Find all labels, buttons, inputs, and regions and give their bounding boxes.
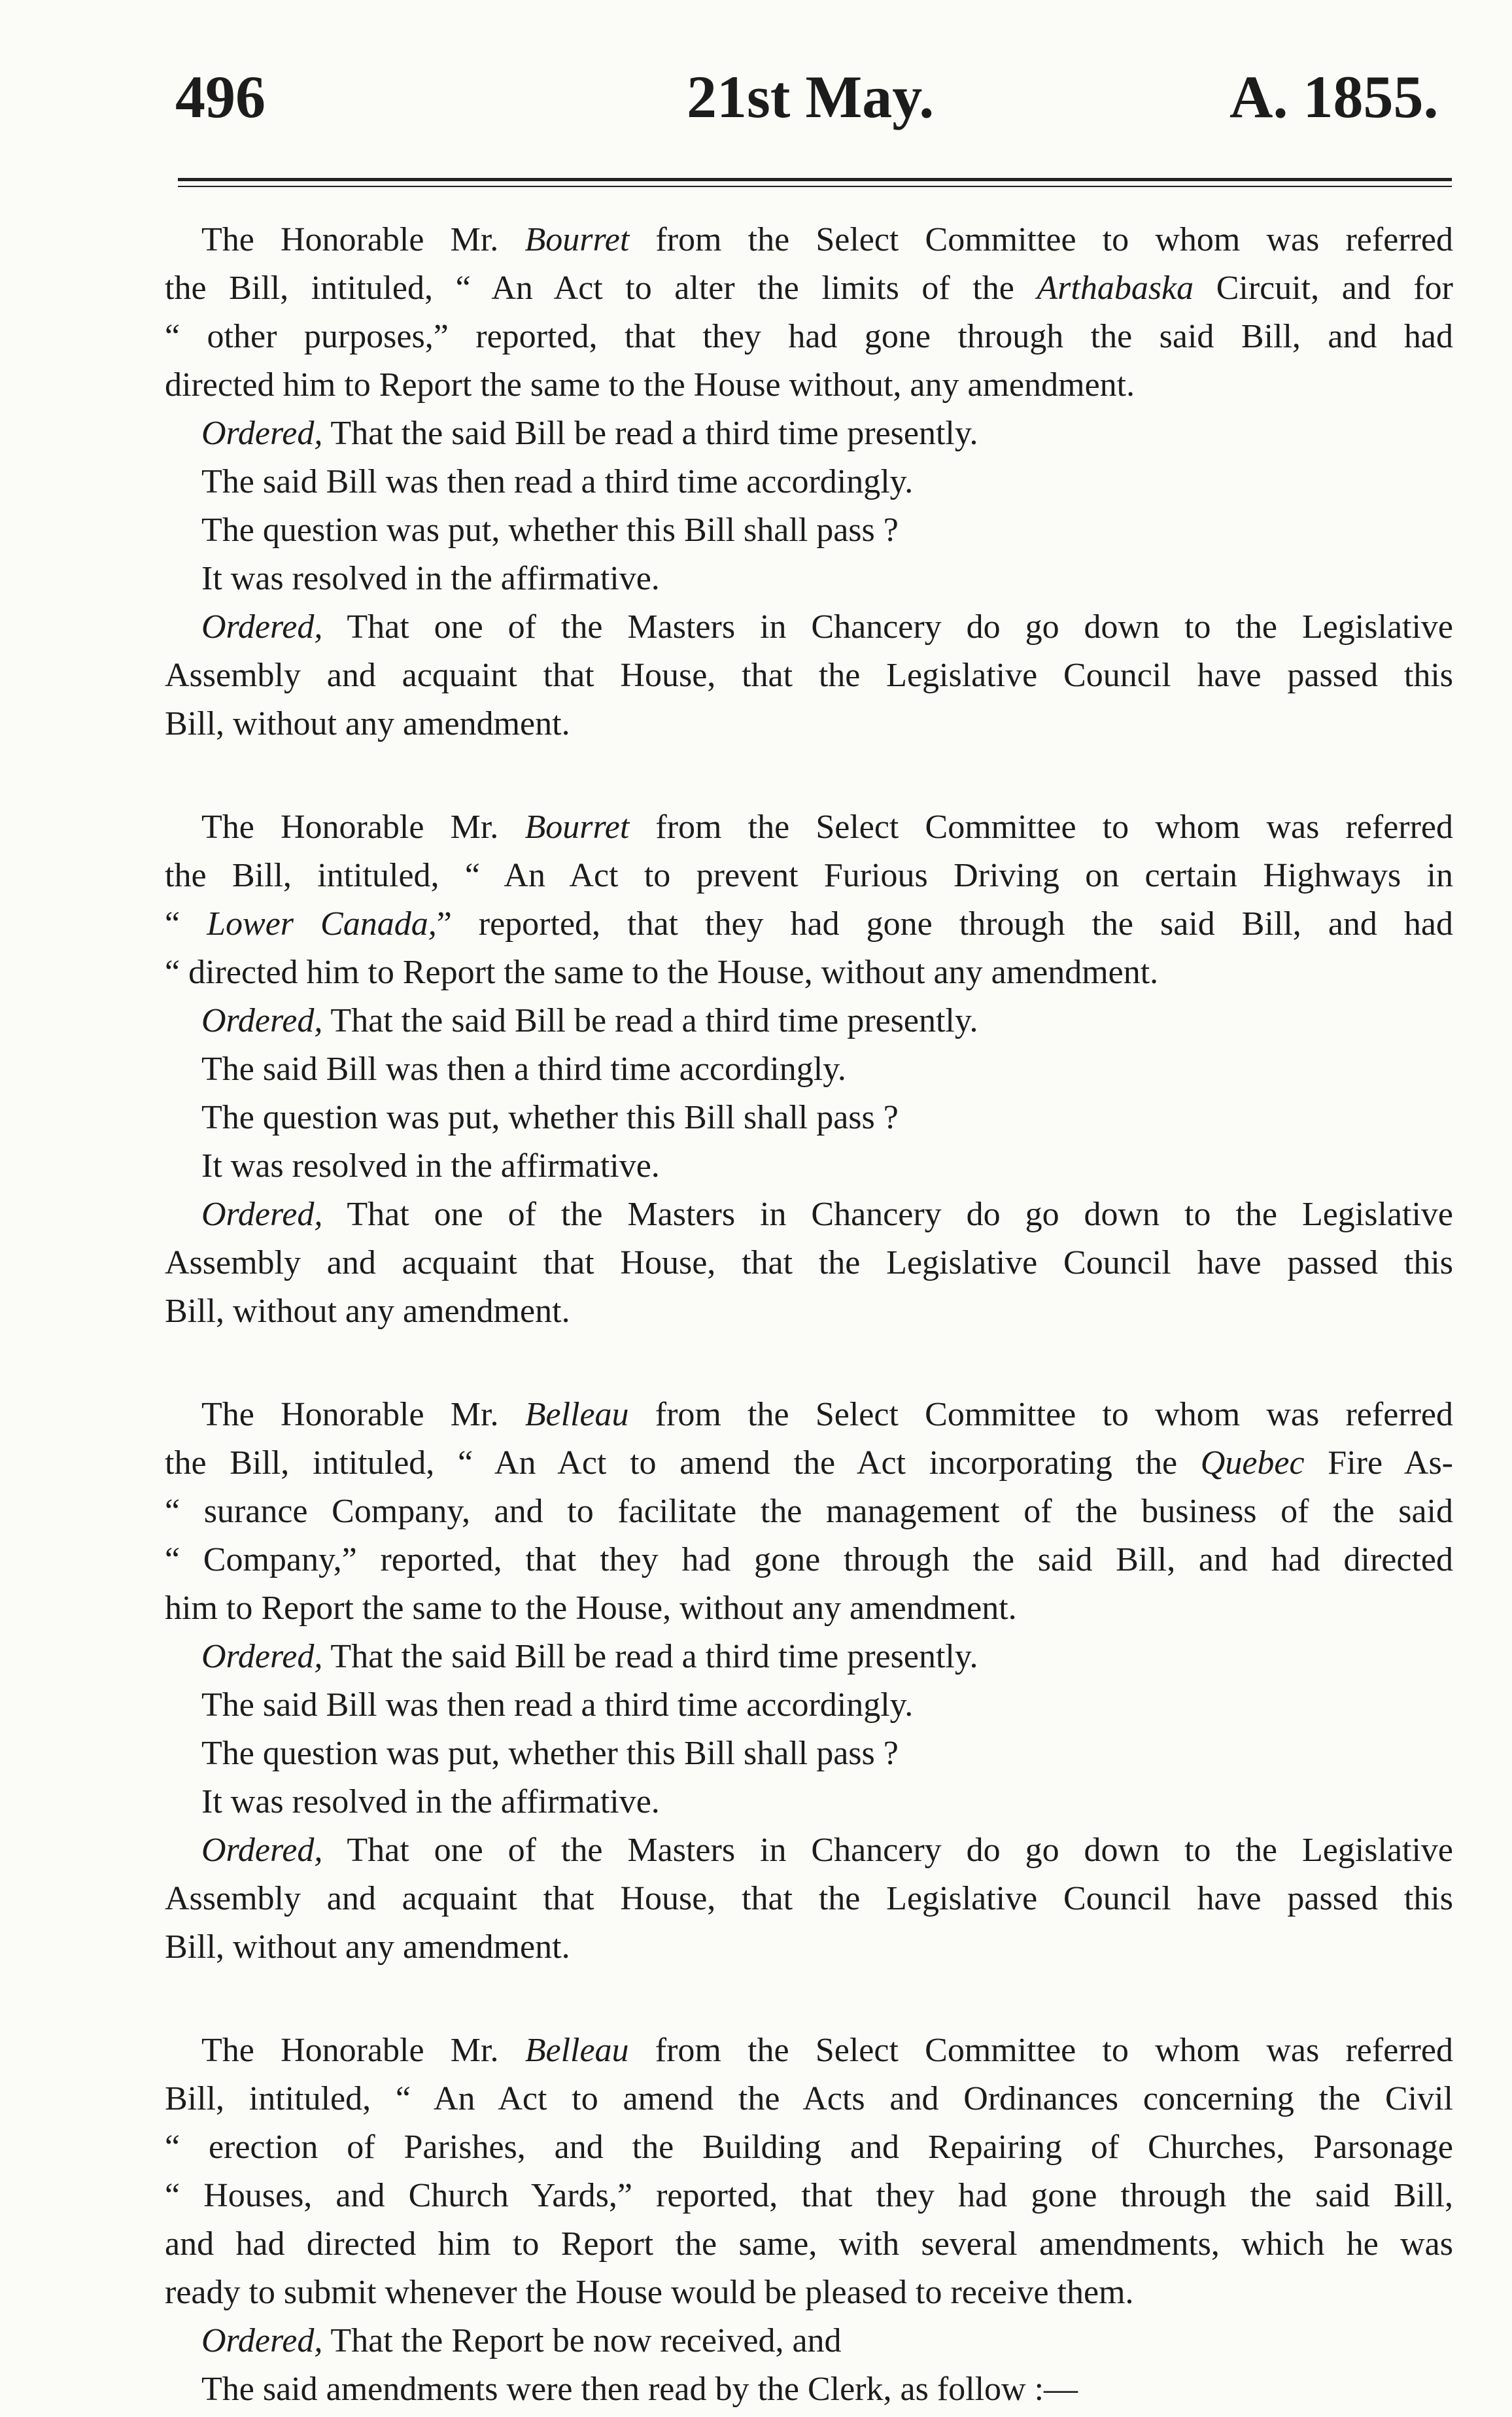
entry-line: The question was put, whether this Bill shall pass ? — [201, 1735, 899, 1772]
journal-entry — [165, 1391, 1453, 1972]
entry-line: The question was put, whether this Bill shall pass ? — [201, 512, 899, 549]
entry-line: directed him to Report the same to the House without, any amendment. — [165, 366, 1135, 404]
entry-line: The Honorable Mr. Belleau from the Select Committee to whom was referred — [201, 2032, 1453, 2069]
entry-line: ready to submit whenever the House would be pleased to receive them. — [165, 2274, 1134, 2311]
entry-line: the Bill, intituled, “ An Act to prevent Furious Driving on certain Highways in — [165, 857, 1453, 894]
journal-entry — [165, 803, 1453, 1336]
entry-line: The said Bill was then read a third time accordingly. — [201, 1686, 914, 1724]
entry-spacer — [165, 1972, 1453, 2026]
entry-line: Ordered, That one of the Masters in Chancery do go down to the Legislative — [201, 1196, 1453, 1233]
entry-line: Ordered, That one of the Masters in Chancery do go down to the Legislative — [201, 1832, 1453, 1869]
entry-line: Bill, without any amendment. — [165, 1928, 570, 1966]
entry-line: Ordered, That the Report be now received, and — [201, 2322, 842, 2359]
entry-line: Ordered, That the said Bill be read a third time presently. — [201, 415, 978, 452]
entry-line: Bill, intituled, “ An Act to amend the Acts and Ordinances concerning the Civil — [165, 2080, 1453, 2117]
entry-spacer — [165, 1336, 1453, 1391]
entry-line: Assembly and acquaint that House, that the Legislative Council have passed this — [165, 1244, 1453, 1281]
journal-entry — [165, 2026, 1453, 2414]
journal-body — [165, 216, 1453, 2414]
entry-line: The question was put, whether this Bill shall pass ? — [201, 1099, 899, 1136]
entry-line: The said amendments were then read by the Clerk, as follow :— — [201, 2371, 1078, 2408]
entry-line: The Honorable Mr. Belleau from the Select Committee to whom was referred — [201, 1396, 1453, 1433]
journal-entry — [165, 216, 1453, 748]
page-date: 21st May. — [687, 63, 935, 130]
entry-line: “ surance Company, and to facilitate the management of the business of the said — [165, 1493, 1453, 1530]
entry-line: The said Bill was then a third time accordingly. — [201, 1051, 846, 1088]
entry-line: Bill, without any amendment. — [165, 1293, 570, 1330]
entry-line: “ directed him to Report the same to the House, without any amendment. — [165, 954, 1159, 991]
entry-line: “ erection of Parishes, and the Building and Repairing of Churches, Parsonage — [165, 2129, 1453, 2166]
entry-line: It was resolved in the affirmative. — [201, 1147, 660, 1185]
entry-line: Ordered, That the said Bill be read a third time presently. — [201, 1002, 978, 1039]
header-rule-thin — [178, 186, 1452, 187]
entry-line: “ Houses, and Church Yards,” reported, that they had gone through the said Bill, — [165, 2177, 1453, 2214]
page-number: 496 — [175, 63, 266, 130]
entry-spacer — [165, 748, 1453, 803]
entry-line: “ other purposes,” reported, that they had gone through the said Bill, and had — [165, 318, 1453, 355]
entry-line: the Bill, intituled, “ An Act to alter the limits of the Arthabaska Circuit, and for — [165, 270, 1453, 307]
entry-line: The Honorable Mr. Bourret from the Select Committee to whom was referred — [201, 221, 1453, 258]
page-header — [0, 0, 1512, 150]
entry-line: “ Company,” reported, that they had gone through the said Bill, and had directed — [165, 1541, 1453, 1578]
entry-line: The said Bill was then read a third time accordingly. — [201, 463, 914, 500]
entry-line: Ordered, That the said Bill be read a third time presently. — [201, 1638, 978, 1675]
header-rule-thick — [178, 178, 1452, 181]
entry-line: “ Lower Canada,” reported, that they had gone through the said Bill, and had — [165, 905, 1453, 943]
entry-line: and had directed him to Report the same, with several amendments, which he was — [165, 2225, 1453, 2263]
entry-line: Assembly and acquaint that House, that the Legislative Council have passed this — [165, 1880, 1453, 1917]
entry-line: It was resolved in the affirmative. — [201, 1783, 660, 1820]
entry-line: him to Report the same to the House, without any amendment. — [165, 1590, 1017, 1627]
entry-line: Assembly and acquaint that House, that the Legislative Council have passed this — [165, 657, 1453, 694]
entry-line: Ordered, That one of the Masters in Chancery do go down to the Legislative — [201, 608, 1453, 646]
entry-line: the Bill, intituled, “ An Act to amend the Act incorporating the Quebec Fire As- — [165, 1444, 1453, 1482]
entry-line: Bill, without any amendment. — [165, 705, 570, 742]
page-year: A. 1855. — [1229, 63, 1439, 130]
entry-line: It was resolved in the affirmative. — [201, 560, 660, 597]
entry-line: The Honorable Mr. Bourret from the Select Committee to whom was referred — [201, 809, 1453, 846]
